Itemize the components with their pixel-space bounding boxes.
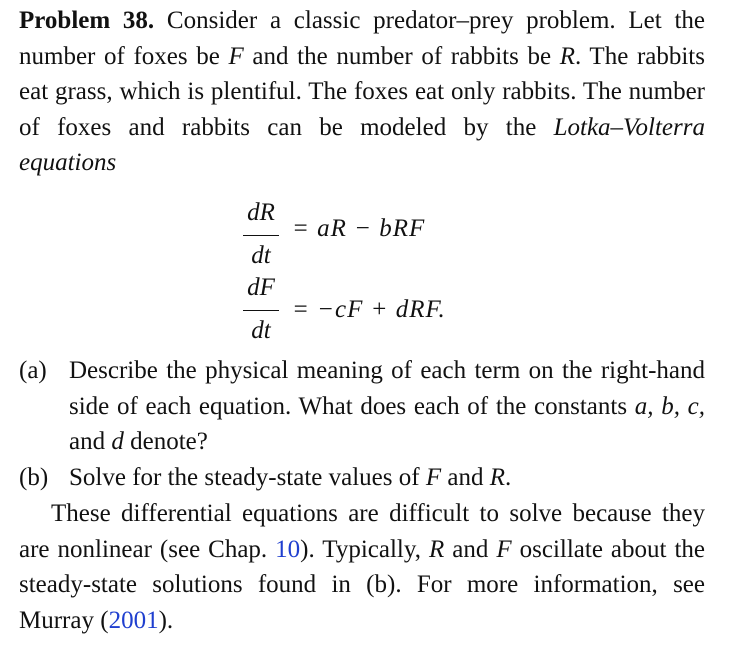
equation-rhs: = −cF + dRF. xyxy=(292,296,446,323)
closing-paragraph xyxy=(19,496,705,638)
var-r: R xyxy=(559,42,575,70)
denominator: dt xyxy=(251,242,271,269)
constants-vars: a, b, c, xyxy=(634,392,705,420)
chapter-link[interactable]: 10 xyxy=(275,535,301,563)
item-label: (b) xyxy=(19,463,49,491)
var-r: R xyxy=(428,535,445,563)
item-text: . xyxy=(505,463,512,491)
question-list xyxy=(19,353,705,495)
denominator: dt xyxy=(251,317,271,344)
fraction-bar xyxy=(243,310,279,311)
item-text: denote? xyxy=(123,428,208,455)
equation-rhs: = aR − bRF xyxy=(292,215,426,242)
fraction-bar xyxy=(243,235,279,236)
paragraph-text: ). xyxy=(158,606,174,634)
numerator: dR xyxy=(247,199,275,226)
problem-text: Consider a classic predator–prey problem. Let the number of foxes be xyxy=(19,7,706,70)
paragraph-text: These differential equations are difficult to solve because they are nonlinear (see Chap. xyxy=(19,500,705,563)
paragraph-text: oscillate about the steady-state solutions found in (b). For more information, see Murray ( xyxy=(19,535,705,634)
question-item xyxy=(19,460,705,496)
problem-text: . The rabbits eat grass, which is plentiful. The foxes eat only rabbits. The number of foxes and rabbits can be modeled by the xyxy=(19,42,705,141)
problem-text: and the number of rabbits be xyxy=(243,42,560,70)
emphasis-lotka-volterra: Lotka–Volterra equations xyxy=(19,113,705,176)
var-f: F xyxy=(496,535,512,563)
var-r: R xyxy=(489,463,506,491)
paragraph-text: ). Typically, xyxy=(300,535,429,563)
question-item xyxy=(19,353,705,460)
item-text: and xyxy=(441,463,490,491)
item-text: Describe the physical meaning of each term on the right-hand side of each equation. What does each of the constants xyxy=(69,357,705,420)
problem-statement xyxy=(19,3,705,181)
derivative-fraction xyxy=(243,272,279,347)
var-f: F xyxy=(425,463,442,491)
numerator: dF xyxy=(247,274,275,301)
var-d: d xyxy=(111,428,124,455)
paragraph-text: and xyxy=(444,535,497,563)
item-text: and xyxy=(69,428,112,455)
derivative-fraction xyxy=(243,197,279,272)
item-label: (a) xyxy=(19,357,47,384)
reference-link[interactable]: 2001 xyxy=(108,606,159,634)
item-text: Solve for the steady-state values of xyxy=(69,463,426,491)
problem-label: Problem 38. xyxy=(19,7,155,34)
var-f: F xyxy=(228,42,244,70)
